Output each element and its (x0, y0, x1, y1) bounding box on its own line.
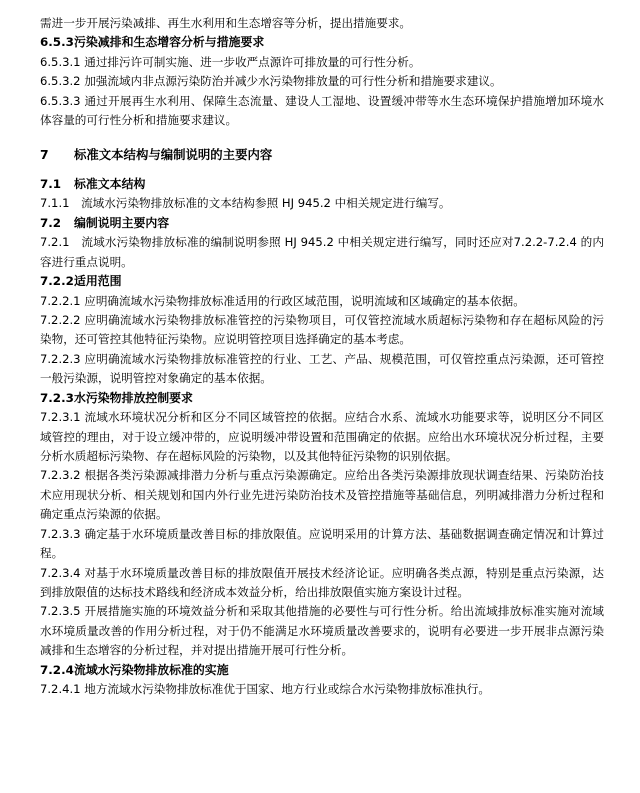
heading-text: 标准文本结构与编制说明的主要内容 (74, 146, 273, 162)
heading-number: 7.1 (40, 176, 62, 191)
paragraph: 6.5.3.3 通过开展再生水利用、保障生态流量、建设人工湿地、设置缓冲带等水生态环境保护措施增加环境水体容量的可行性分析和措施要求建议。 (40, 93, 604, 128)
paragraph: 7.2.3.3 确定基于水环境质量改善目标的排放限值。应说明采用的计算方法、基础数据调查确定情况和计算过程。 (40, 526, 604, 561)
subsection-heading (40, 33, 604, 53)
heading-number: 7.2 (40, 215, 62, 230)
paragraph: 7.2.2.3 应明确流域水污染物排放标准管控的行业、工艺、产品、规模范围，可仅管控重点污染源，还可管控一般污染源，说明管控对象确定的基本依据。 (40, 351, 604, 386)
paragraph: 7.2.3.4 对基于水环境质量改善目标的排放限值开展技术经济论证。应明确各类点源，特别是重点污染源，达到排放限值的达标技术路线和经济成本效益分析，给出排放限值实施方案设计过程。 (40, 565, 604, 599)
heading-number: 7.2.2 (40, 274, 74, 289)
section-heading (40, 145, 604, 165)
subsection-heading (40, 214, 604, 234)
heading-text: 污染减排和生态增容分析与措施要求 (74, 35, 265, 50)
paragraph: 7.2.3.2 根据各类污染源减排潜力分析与重点污染源确定。应给出各类污染源排放现状调查结果、污染防治技术应用现状分析、相关规划和国内外行业先进污染防治技术及管控措施等基础信息，列明减排潜力分析过程和确定重点污染源的依据。 (40, 468, 604, 522)
paragraph: 需进一步开展污染减排、再生水利用和生态增容等分析，提出措施要求。 (40, 16, 412, 30)
paragraph: 7.2.2.1 应明确流域水污染物排放标准适用的行政区域范围，说明流域和区域确定的基本依据。 (40, 293, 525, 308)
paragraph: 6.5.3.2 加强流域内非点源污染防治并减少水污染物排放量的可行性分析和措施要求建议。 (40, 74, 502, 89)
heading-text: 编制说明主要内容 (74, 215, 170, 230)
document-body (40, 14, 604, 700)
heading-text: 流域水污染物排放标准的实施 (74, 662, 229, 677)
paragraph: 7.2.2.2 应明确流域水污染物排放标准管控的污染物项目，可仅管控流域水质超标污染物和存在超标风险的污染物，还可管控其他特征污染物。应说明管控项目选择确定的基本考虑。 (40, 313, 604, 347)
heading-text: 适用范围 (74, 274, 122, 289)
subsection-heading (40, 661, 604, 681)
paragraph: 7.2.4.1 地方流域水污染物排放标准优于国家、地方行业或综合水污染物排放标准执行。 (40, 682, 491, 697)
subsection-heading (40, 272, 604, 292)
paragraph: 6.5.3.1 通过排污许可制实施、进一步收严点源许可排放量的可行性分析。 (40, 55, 421, 69)
paragraph: 7.2.1 流域水污染物排放标准的编制说明参照 HJ 945.2 中相关规定进行编写，同时还应对7.2.2-7.2.4 的内容进行重点说明。 (40, 235, 604, 269)
heading-number: 6.5.3 (40, 35, 74, 50)
subsection-heading (40, 175, 604, 195)
subsection-heading (40, 389, 604, 409)
paragraph: 7.1.1 流域水污染物排放标准的文本结构参照 HJ 945.2 中相关规定进行编写。 (40, 196, 451, 211)
heading-text: 水污染物排放控制要求 (74, 390, 193, 405)
paragraph: 7.2.3.1 流域水环境状况分析和区分不同区域管控的依据。应结合水系、流域水功能要求等，说明区分不同区域管控的理由，对于设立缓冲带的，应说明缓冲带设置和范围确定的依据。应给出水环境状况分析过程，主要分析水质超标污染物、存在超标风险的污染物，以及其他特征污染物的识别依据。 (40, 410, 604, 464)
heading-number: 7.2.4 (40, 662, 74, 677)
heading-text: 标准文本结构 (74, 176, 146, 191)
heading-number: 7.2.3 (40, 390, 74, 405)
heading-number: 7 (40, 146, 49, 162)
paragraph: 7.2.3.5 开展措施实施的环境效益分析和采取其他措施的必要性与可行性分析。给出流域排放标准实施对流域水环境质量改善的作用分析过程，对于仍不能满足水环境质量改善要求的，说明有必要进一步开展非点源污染减排和生态增容的分析过程，并对提出措施开展可行性分析。 (40, 604, 604, 658)
